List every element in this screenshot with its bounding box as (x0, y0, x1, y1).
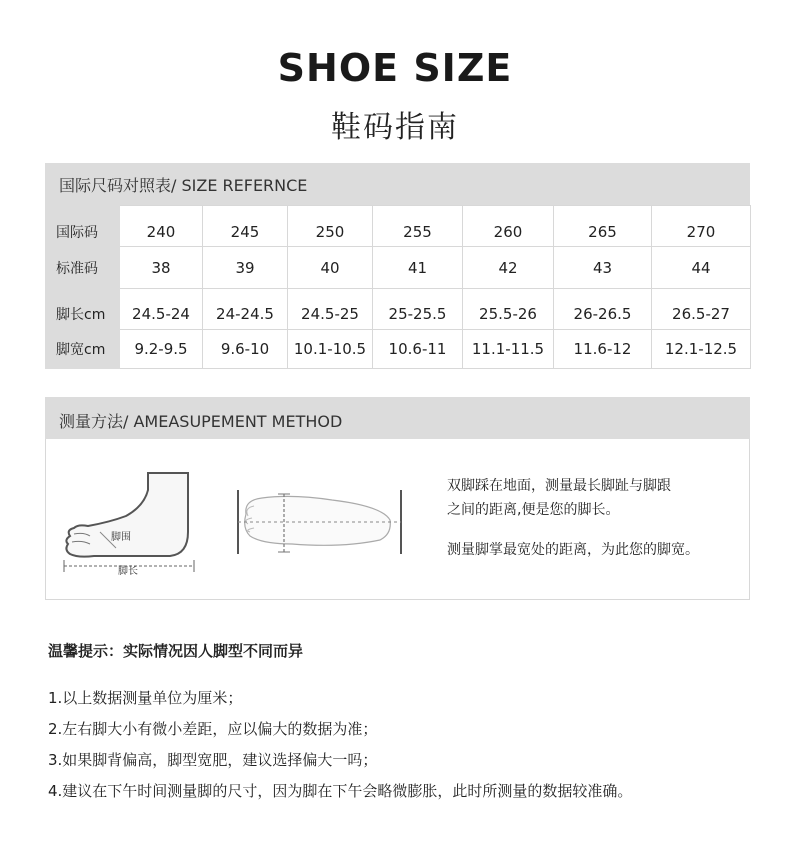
table-row-standard (46, 247, 751, 289)
table-cell: 24-24.5 (203, 289, 288, 330)
table-cell: 9.6-10 (203, 330, 288, 369)
table-cell: 44 (652, 247, 751, 289)
table-cell: 38 (120, 247, 203, 289)
row-label: 标准码 (46, 247, 120, 289)
list-item: 4.建议在下午时间测量脚的尺寸，因为脚在下午会略微膨胀，此时所测量的数据较准确。 (48, 782, 633, 800)
table-cell: 25-25.5 (373, 289, 463, 330)
table-cell: 39 (203, 247, 288, 289)
list-item: 1.以上数据测量单位为厘米； (48, 689, 243, 707)
table-row-international (46, 206, 751, 247)
table-cell: 25.5-26 (463, 289, 554, 330)
list-item: 3.如果脚背偏高，脚型宽肥，建议选择偏大一吗； (48, 751, 378, 769)
table-cell: 12.1-12.5 (652, 330, 751, 369)
foot-width-label: 脚围 (111, 532, 131, 543)
table-cell: 240 (120, 206, 203, 247)
table-cell: 270 (652, 206, 751, 247)
list-item: 2.左右脚大小有微小差距，应以偏大的数据为准； (48, 720, 378, 738)
page-title-zh: 鞋码指南 (331, 110, 459, 145)
table-row-foot-width (46, 330, 751, 369)
row-label: 国际码 (46, 206, 120, 247)
table-cell: 245 (203, 206, 288, 247)
table-cell: 43 (554, 247, 652, 289)
page-title-en: SHOE SIZE (277, 46, 513, 90)
table-cell: 24.5-25 (288, 289, 373, 330)
table-cell: 10.6-11 (373, 330, 463, 369)
table-cell: 10.1-10.5 (288, 330, 373, 369)
table-cell: 24.5-24 (120, 289, 203, 330)
size-table (45, 205, 751, 369)
tips-title: 温馨提示：实际情况因人脚型不同而异 (48, 642, 304, 660)
table-cell: 265 (554, 206, 652, 247)
table-cell: 40 (288, 247, 373, 289)
foot-side-diagram (60, 470, 205, 580)
instruction-line: 测量脚掌最宽处的距离，为此您的脚宽。 (447, 542, 699, 558)
table-cell: 250 (288, 206, 373, 247)
table-cell: 255 (373, 206, 463, 247)
table-row-foot-length (46, 289, 751, 330)
size-reference-header: 国际尺码对照表/ SIZE REFERNCE (45, 163, 750, 205)
tips-list (48, 683, 632, 807)
table-cell: 11.6-12 (554, 330, 652, 369)
table-cell: 41 (373, 247, 463, 289)
measurement-instructions (447, 474, 747, 562)
table-cell: 26.5-27 (652, 289, 751, 330)
table-cell: 9.2-9.5 (120, 330, 203, 369)
table-cell: 260 (463, 206, 554, 247)
instruction-line: 双脚踩在地面，测量最长脚趾与脚跟 (447, 478, 671, 494)
row-label: 脚长cm (46, 289, 120, 330)
measurement-method-header: 测量方法/ AMEASUPEMENT METHOD (45, 397, 750, 439)
instruction-line: 之间的距离,便是您的脚长。 (447, 502, 620, 518)
table-cell: 42 (463, 247, 554, 289)
foot-length-label: 脚长 (118, 566, 138, 577)
table-cell: 11.1-11.5 (463, 330, 554, 369)
foot-top-diagram (232, 486, 407, 558)
row-label: 脚宽cm (46, 330, 120, 369)
table-cell: 26-26.5 (554, 289, 652, 330)
